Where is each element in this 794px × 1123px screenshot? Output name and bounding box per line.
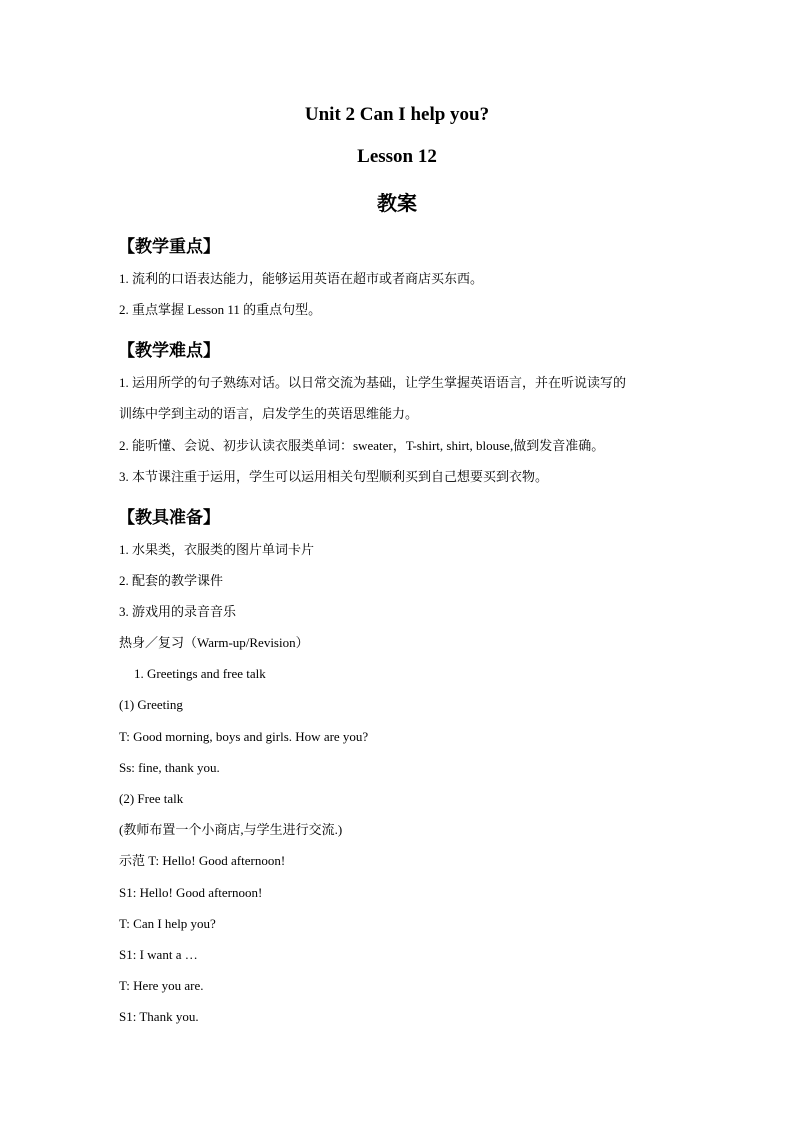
materials-item: 1. 水果类，衣服类的图片单词卡片 — [119, 542, 315, 557]
doc-type-title: 教案 — [377, 193, 417, 215]
focus-item: 1. 流利的口语表达能力，能够运用英语在超市或者商店买东西。 — [119, 271, 484, 286]
difficulty-item: 3. 本节课注重于运用，学生可以运用相关句型顺利买到自己想要买到衣物。 — [119, 469, 549, 484]
body-line: 热身／复习（Warm-up/Revision） — [119, 635, 309, 650]
body-line: (2) Free talk — [119, 791, 184, 806]
unit-title: Unit 2 Can I help you? — [304, 104, 490, 125]
body-line: T: Good morning, boys and girls. How are you? — [119, 729, 369, 744]
body-line: (1) Greeting — [119, 697, 183, 712]
body-line: T: Can I help you? — [119, 916, 216, 931]
body-line: S1: Hello! Good afternoon! — [119, 885, 263, 900]
lesson-title: Lesson 12 — [357, 146, 437, 167]
difficulty-item: 1. 运用所学的句子熟练对话。以日常交流为基础，让学生掌握英语语言，并在听说读写的 — [119, 375, 627, 390]
body-line: Ss: fine, thank you. — [119, 760, 220, 775]
body-line: S1: Thank you. — [119, 1009, 199, 1024]
body-line: 示范 T: Hello! Good afternoon! — [119, 853, 286, 868]
focus-item: 2. 重点掌握 Lesson 11 的重点句型。 — [119, 302, 322, 317]
body-line: (教师布置一个小商店,与学生进行交流.) — [119, 822, 343, 837]
difficulty-item: 2. 能听懂、会说、初步认读衣服类单词：sweater，T-shirt, shirt, blouse,做到发音准确。 — [119, 438, 605, 453]
body-line: 1. Greetings and free talk — [134, 666, 266, 681]
body-line: S1: I want a … — [119, 947, 198, 962]
body-line: T: Here you are. — [119, 978, 204, 993]
materials-item: 3. 游戏用的录音音乐 — [119, 604, 237, 619]
section-heading-materials: 【教具准备】 — [118, 508, 220, 528]
difficulty-item: 训练中学到主动的语言，启发学生的英语思维能力。 — [119, 406, 419, 421]
section-heading-focus: 【教学重点】 — [118, 237, 220, 257]
section-heading-difficulty: 【教学难点】 — [118, 341, 220, 361]
materials-item: 2. 配套的教学课件 — [119, 573, 224, 588]
